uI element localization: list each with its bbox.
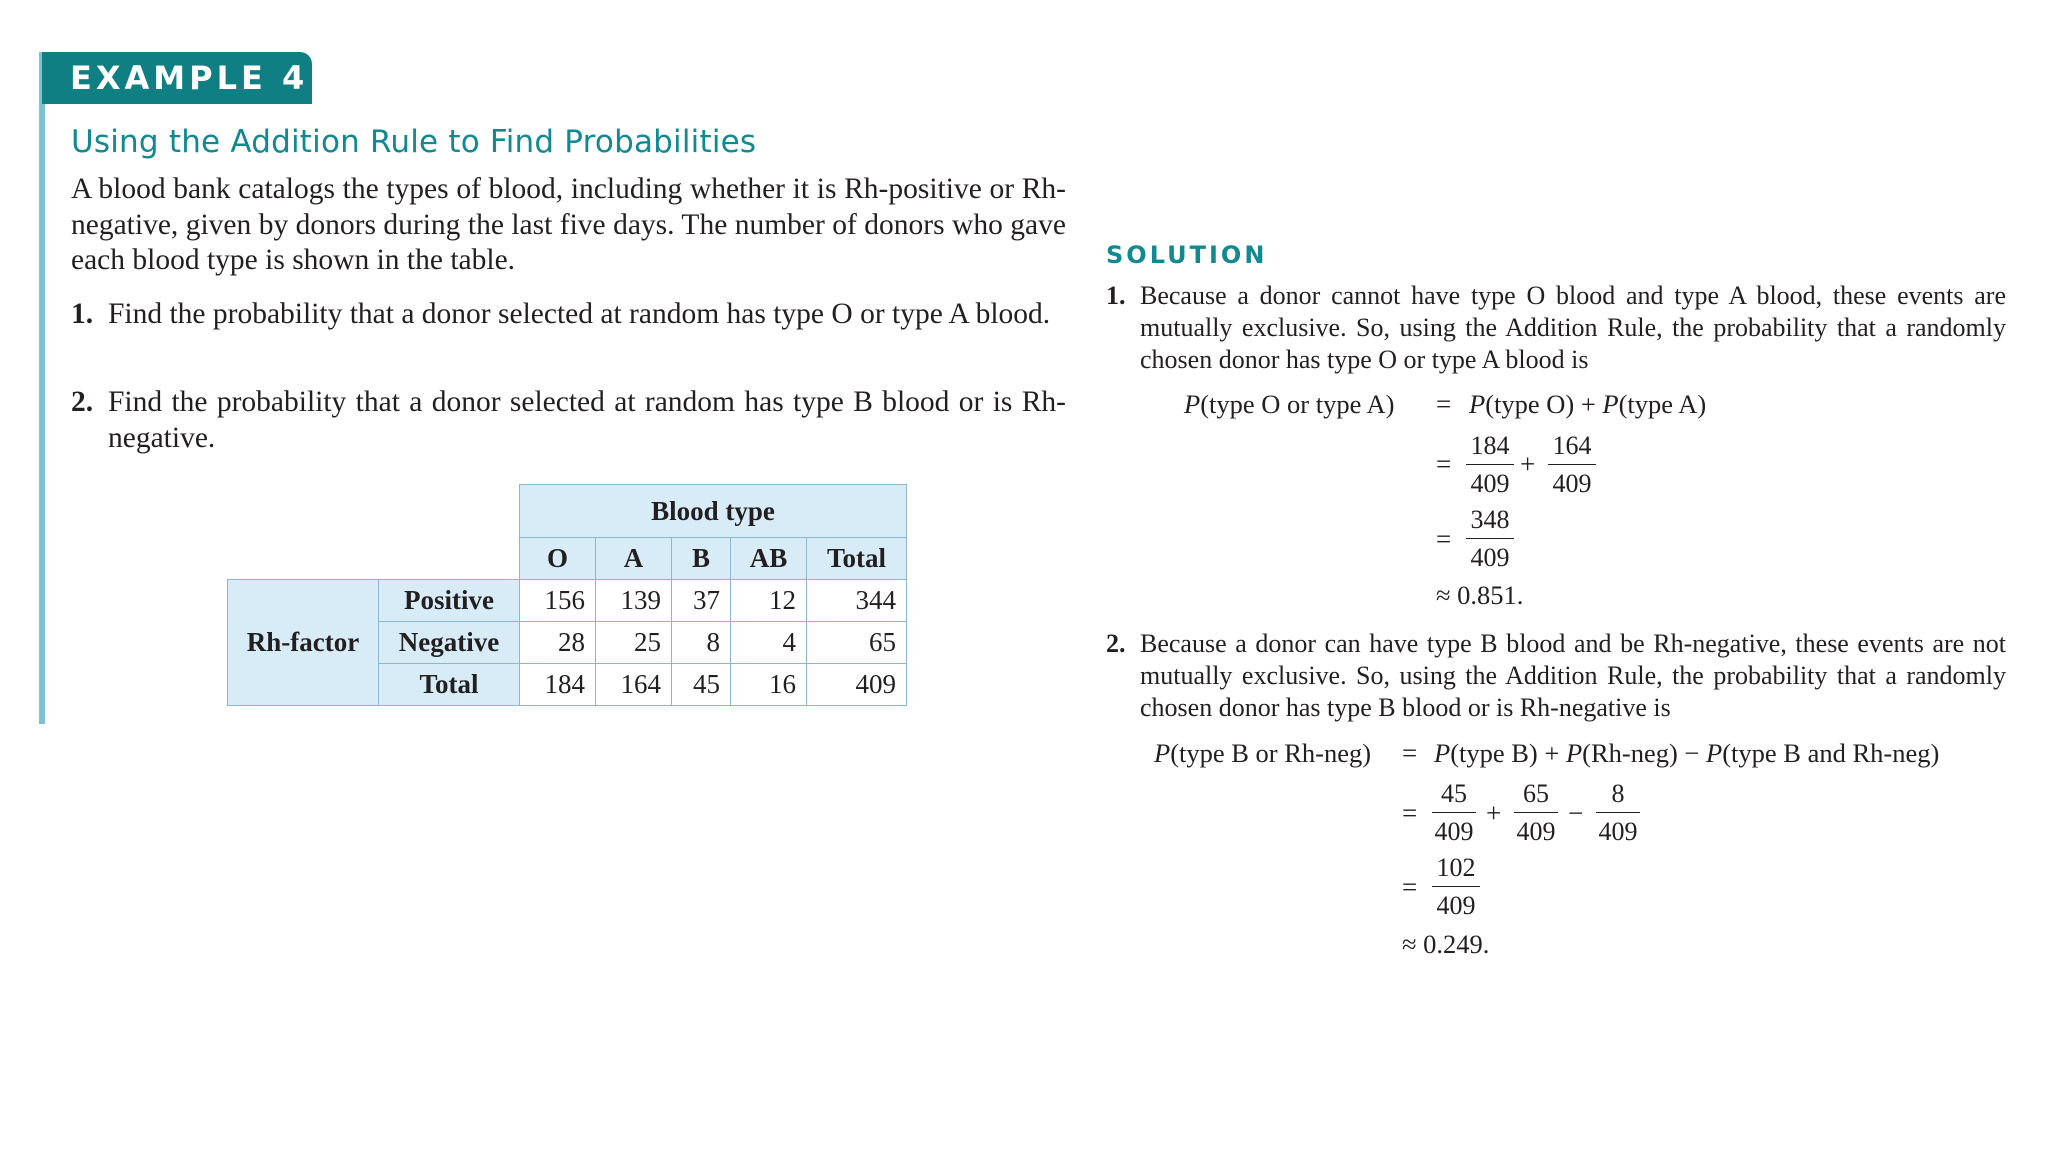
plus-sign: + (1520, 449, 1536, 479)
table-cell: 45 (672, 664, 731, 706)
row-label: Positive (379, 580, 520, 622)
table-cell: 4 (731, 622, 807, 664)
rh-factor-header: Rh-factor (228, 580, 379, 706)
table-header-row (228, 485, 907, 538)
table-cell: 65 (807, 622, 907, 664)
fraction (1466, 504, 1514, 574)
fraction-numerator: 8 (1596, 778, 1640, 813)
fraction (1466, 430, 1514, 500)
equation-2-lhs: P(type B or Rh-neg) (1154, 738, 1372, 768)
question-1 (71, 297, 1066, 333)
equation-1-result: ≈ 0.851. (1436, 580, 1524, 610)
fraction (1432, 852, 1480, 922)
table-corner (228, 485, 379, 538)
table-corner (379, 485, 520, 538)
question-2-text: Find the probability that a donor selected at random has type B blood or is Rh-negative. (108, 386, 1066, 454)
fraction-numerator: 102 (1432, 852, 1480, 887)
fraction-denominator: 409 (1598, 817, 1638, 846)
equation-2-equals: = (1402, 738, 1418, 768)
fraction-denominator: 409 (1470, 543, 1510, 572)
question-1-text: Find the probability that a donor selected at random has type O or type A blood. (108, 298, 1051, 330)
question-2-number: 2. (71, 386, 94, 418)
table-cell: 156 (520, 580, 596, 622)
question-1-number: 1. (71, 298, 94, 330)
fraction-denominator: 409 (1470, 469, 1510, 498)
minus-sign: − (1568, 798, 1584, 828)
column-header: AB (731, 538, 807, 580)
row-label: Total (379, 664, 520, 706)
plus-sign: + (1486, 798, 1502, 828)
fraction-denominator: 409 (1516, 817, 1556, 846)
fraction-numerator: 164 (1548, 430, 1596, 465)
table-cell: 184 (520, 664, 596, 706)
fraction-denominator: 409 (1434, 817, 1474, 846)
table-corner (228, 538, 379, 580)
row-label: Negative (379, 622, 520, 664)
fraction-numerator: 65 (1514, 778, 1558, 813)
question-2 (71, 385, 1066, 456)
left-accent-rule (39, 52, 45, 724)
equation-1-equals: = (1436, 389, 1452, 419)
equation-2-rhs: P(type B) + P(Rh-neg) − P(type B and Rh-neg) (1434, 738, 1940, 768)
blood-type-table (227, 484, 907, 706)
column-header: B (672, 538, 731, 580)
table-cell: 37 (672, 580, 731, 622)
solution-part-2 (1106, 628, 2006, 724)
fraction-numerator: 348 (1466, 504, 1514, 539)
solution-2-number: 2. (1106, 629, 1126, 658)
column-header: A (596, 538, 672, 580)
column-header: O (520, 538, 596, 580)
fraction (1596, 778, 1640, 848)
solution-2-text: Because a donor can have type B blood and be Rh-negative, these events are not mutually exclusive. So, using the Addition Rule, the probability that a randomly chosen donor has type B blood or is Rh-negative is (1140, 629, 2006, 722)
problem-intro: A blood bank catalogs the types of blood, including whether it is Rh-positive or Rh-negative, given by donors during the last five days. The number of donors who gave each blood type is shown in the table. (71, 173, 1066, 276)
fraction-numerator: 45 (1432, 778, 1476, 813)
blood-type-header: Blood type (520, 485, 907, 538)
table-cell: 8 (672, 622, 731, 664)
equation-1-rhs: P(type O) + P(type A) (1469, 389, 1707, 419)
table-cell: 28 (520, 622, 596, 664)
table-cell: 25 (596, 622, 672, 664)
fraction-denominator: 409 (1552, 469, 1592, 498)
equation-1-equals: = (1436, 449, 1452, 479)
example-label: EXAMPLE 4 (42, 52, 312, 104)
solution-part-1 (1106, 280, 2006, 376)
table-cell: 139 (596, 580, 672, 622)
equation-2-equals: = (1402, 872, 1418, 902)
table-column-row (228, 538, 907, 580)
equation-2-equals: = (1402, 798, 1418, 828)
example-title: Using the Addition Rule to Find Probabilities (71, 124, 757, 160)
table-cell: 344 (807, 580, 907, 622)
table-cell: 12 (731, 580, 807, 622)
fraction (1548, 430, 1596, 500)
table-row (228, 580, 907, 622)
fraction-numerator: 184 (1466, 430, 1514, 465)
equation-1-equals: = (1436, 524, 1452, 554)
equation-2-result: ≈ 0.249. (1402, 929, 1490, 959)
solution-label: SOLUTION (1106, 241, 1268, 269)
fraction (1514, 778, 1558, 848)
equation-1-lhs: P(type O or type A) (1184, 389, 1395, 419)
solution-1-number: 1. (1106, 281, 1126, 310)
fraction (1432, 778, 1476, 848)
table-cell: 164 (596, 664, 672, 706)
table-cell: 409 (807, 664, 907, 706)
table-corner (379, 538, 520, 580)
fraction-denominator: 409 (1436, 891, 1476, 920)
table-cell: 16 (731, 664, 807, 706)
column-header: Total (807, 538, 907, 580)
solution-1-text: Because a donor cannot have type O blood and type A blood, these events are mutually exclusive. So, using the Addition Rule, the probability that a randomly chosen donor has type O or type A blood is (1140, 281, 2006, 374)
